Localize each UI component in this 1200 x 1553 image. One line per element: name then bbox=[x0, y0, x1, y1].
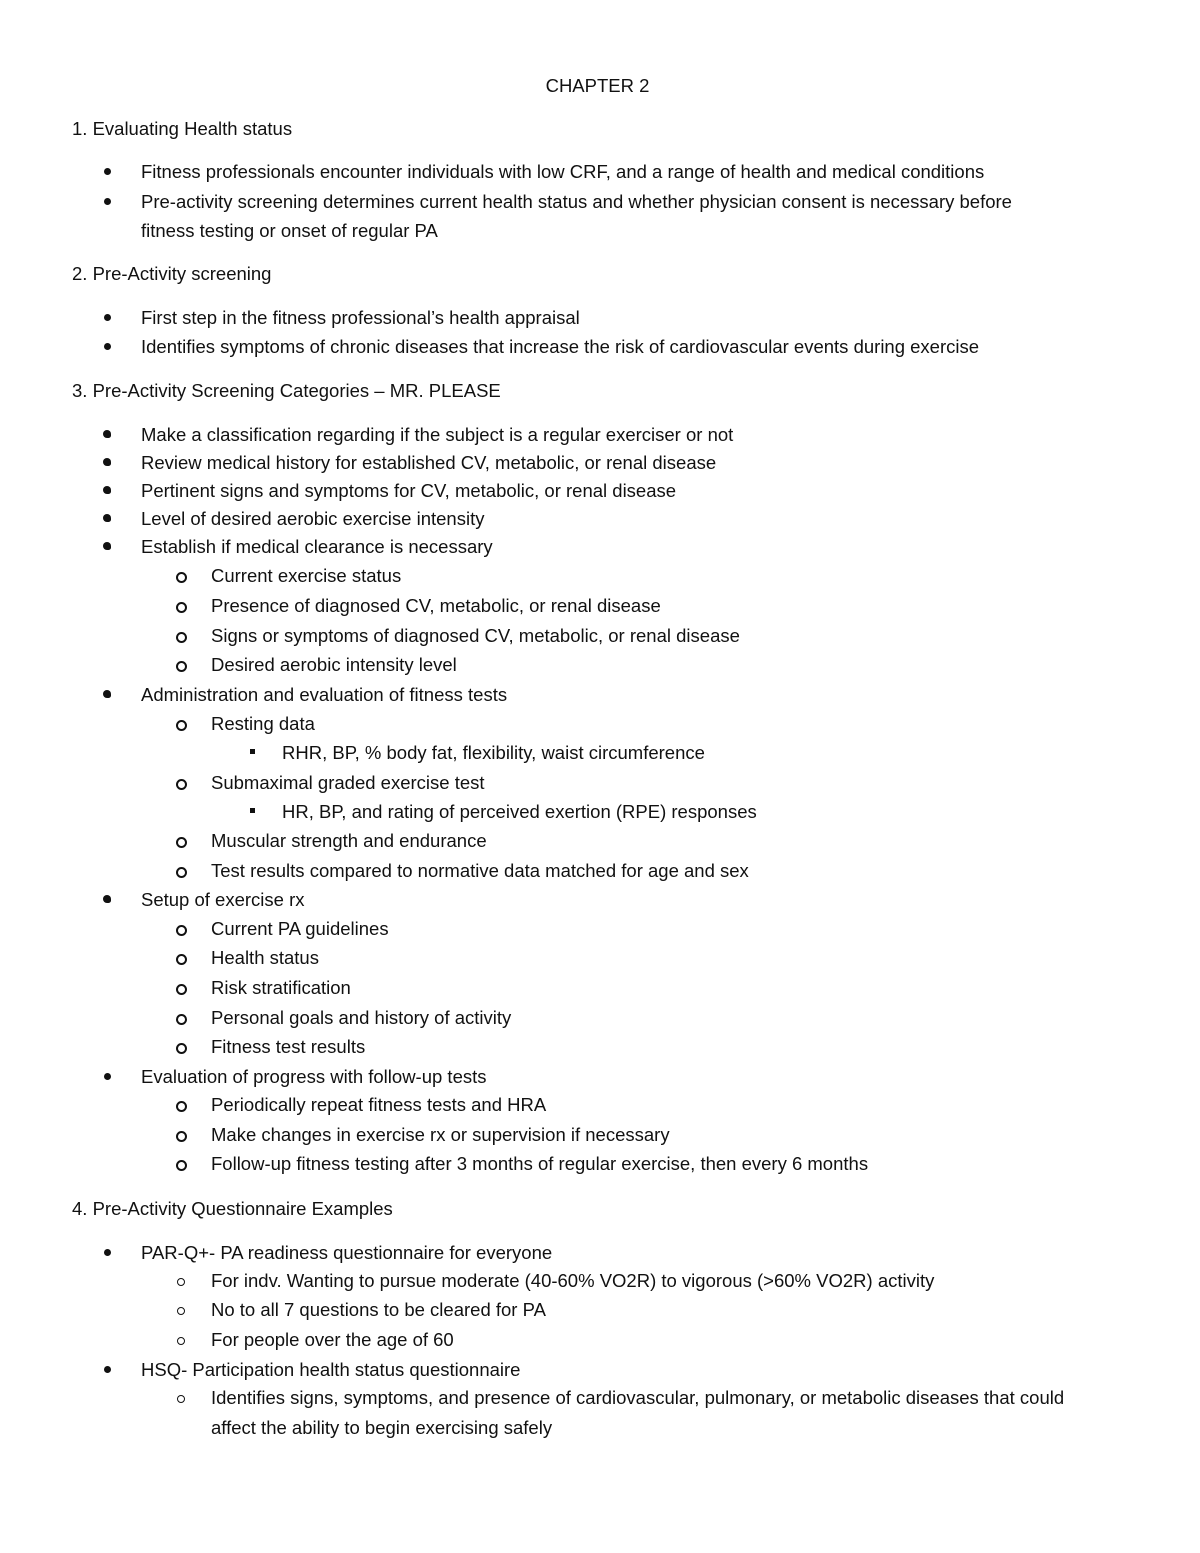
sub-list-item: Test results compared to normative data matched for age and sex bbox=[211, 860, 749, 881]
bullet-icon bbox=[103, 486, 111, 494]
list-item: First step in the fitness professional’s health appraisal bbox=[141, 307, 580, 328]
bullet-icon bbox=[104, 168, 111, 175]
list-item: Establish if medical clearance is necessary bbox=[141, 536, 493, 557]
circle-bullet-icon bbox=[176, 1160, 187, 1171]
section-heading: 3. Pre-Activity Screening Categories – MR. PLEASE bbox=[72, 380, 501, 401]
list-item: Setup of exercise rx bbox=[141, 889, 305, 910]
sub-list-item: Fitness test results bbox=[211, 1036, 366, 1057]
sub-list-item: Signs or symptoms of diagnosed CV, metabolic, or renal disease bbox=[211, 625, 740, 646]
list-item: PAR-Q+- PA readiness questionnaire for everyone bbox=[141, 1242, 553, 1263]
circle-bullet-icon bbox=[176, 837, 187, 848]
circle-bullet-icon bbox=[176, 602, 187, 613]
bullet-icon bbox=[103, 430, 111, 438]
bullet-icon bbox=[104, 343, 111, 350]
circle-bullet-icon bbox=[176, 925, 187, 936]
circle-bullet-icon bbox=[176, 720, 187, 731]
section-heading: 2. Pre-Activity screening bbox=[72, 263, 272, 284]
sub-list-item-continuation: affect the ability to begin exercising safely bbox=[211, 1417, 553, 1438]
sub-list-item: Current PA guidelines bbox=[211, 918, 389, 939]
sub-list-item: Personal goals and history of activity bbox=[211, 1007, 512, 1028]
sub-list-item: Submaximal graded exercise test bbox=[211, 772, 485, 793]
circle-bullet-icon bbox=[177, 1395, 185, 1403]
sub-list-item: Identifies signs, symptoms, and presence of cardiovascular, pulmonary, or metabolic diseases that could bbox=[211, 1387, 1065, 1408]
sub-list-item: Health status bbox=[211, 947, 319, 968]
sub-list-item: Follow-up fitness testing after 3 months of regular exercise, then every 6 months bbox=[211, 1153, 869, 1174]
circle-bullet-icon bbox=[176, 661, 187, 672]
section-heading: 4. Pre-Activity Questionnaire Examples bbox=[72, 1198, 393, 1219]
list-item: Level of desired aerobic exercise intensity bbox=[141, 508, 485, 529]
bullet-icon bbox=[103, 458, 111, 466]
bullet-icon bbox=[104, 1366, 111, 1373]
list-item: Review medical history for established CV, metabolic, or renal disease bbox=[141, 452, 717, 473]
list-item: HSQ- Participation health status questionnaire bbox=[141, 1359, 521, 1380]
list-item: Evaluation of progress with follow-up tests bbox=[141, 1066, 487, 1087]
circle-bullet-icon bbox=[176, 954, 187, 965]
sub-list-item: No to all 7 questions to be cleared for PA bbox=[211, 1299, 546, 1320]
bullet-icon bbox=[103, 690, 111, 698]
list-item: Administration and evaluation of fitness tests bbox=[141, 684, 508, 705]
bullet-icon bbox=[104, 1249, 111, 1256]
list-item: Identifies symptoms of chronic diseases that increase the risk of cardiovascular events during exercise bbox=[141, 336, 980, 357]
circle-bullet-icon bbox=[176, 1131, 187, 1142]
sub-list-item: Muscular strength and endurance bbox=[211, 830, 487, 851]
bullet-icon bbox=[104, 314, 111, 321]
sub-list-item: For indv. Wanting to pursue moderate (40-60% VO2R) to vigorous (>60% VO2R) activity bbox=[211, 1270, 935, 1291]
list-item: Make a classification regarding if the subject is a regular exerciser or not bbox=[141, 424, 734, 445]
circle-bullet-icon bbox=[176, 1101, 187, 1112]
bullet-icon bbox=[103, 542, 111, 550]
square-bullet-icon bbox=[250, 808, 255, 813]
circle-bullet-icon bbox=[177, 1337, 185, 1345]
circle-bullet-icon bbox=[176, 632, 187, 643]
circle-bullet-icon bbox=[176, 1043, 187, 1054]
circle-bullet-icon bbox=[177, 1307, 185, 1315]
circle-bullet-icon bbox=[176, 779, 187, 790]
square-bullet-icon bbox=[250, 749, 255, 754]
list-item-continuation: fitness testing or onset of regular PA bbox=[141, 220, 438, 241]
circle-bullet-icon bbox=[176, 984, 187, 995]
sub-list-item: Risk stratification bbox=[211, 977, 351, 998]
sub-list-item: Desired aerobic intensity level bbox=[211, 654, 457, 675]
list-item: Fitness professionals encounter individuals with low CRF, and a range of health and medical conditions bbox=[141, 161, 985, 182]
list-item: Pertinent signs and symptoms for CV, metabolic, or renal disease bbox=[141, 480, 677, 501]
bullet-icon bbox=[103, 895, 111, 903]
sub-list-item: Presence of diagnosed CV, metabolic, or renal disease bbox=[211, 595, 661, 616]
circle-bullet-icon bbox=[177, 1278, 185, 1286]
circle-bullet-icon bbox=[176, 572, 187, 583]
bullet-icon bbox=[104, 198, 111, 205]
bullet-icon bbox=[103, 514, 111, 522]
page-title: CHAPTER 2 bbox=[545, 75, 650, 96]
sub-list-item: For people over the age of 60 bbox=[211, 1329, 454, 1350]
sub-sub-list-item: RHR, BP, % body fat, flexibility, waist circumference bbox=[282, 742, 705, 763]
sub-list-item: Make changes in exercise rx or supervision if necessary bbox=[211, 1124, 670, 1145]
sub-list-item: Resting data bbox=[211, 713, 315, 734]
circle-bullet-icon bbox=[176, 867, 187, 878]
sub-list-item: Periodically repeat fitness tests and HRA bbox=[211, 1094, 547, 1115]
circle-bullet-icon bbox=[176, 1014, 187, 1025]
sub-list-item: Current exercise status bbox=[211, 565, 402, 586]
bullet-icon bbox=[104, 1073, 111, 1080]
section-heading: 1. Evaluating Health status bbox=[72, 118, 293, 139]
sub-sub-list-item: HR, BP, and rating of perceived exertion (RPE) responses bbox=[282, 801, 757, 822]
list-item: Pre-activity screening determines current health status and whether physician consent is necessary before bbox=[141, 191, 1012, 212]
